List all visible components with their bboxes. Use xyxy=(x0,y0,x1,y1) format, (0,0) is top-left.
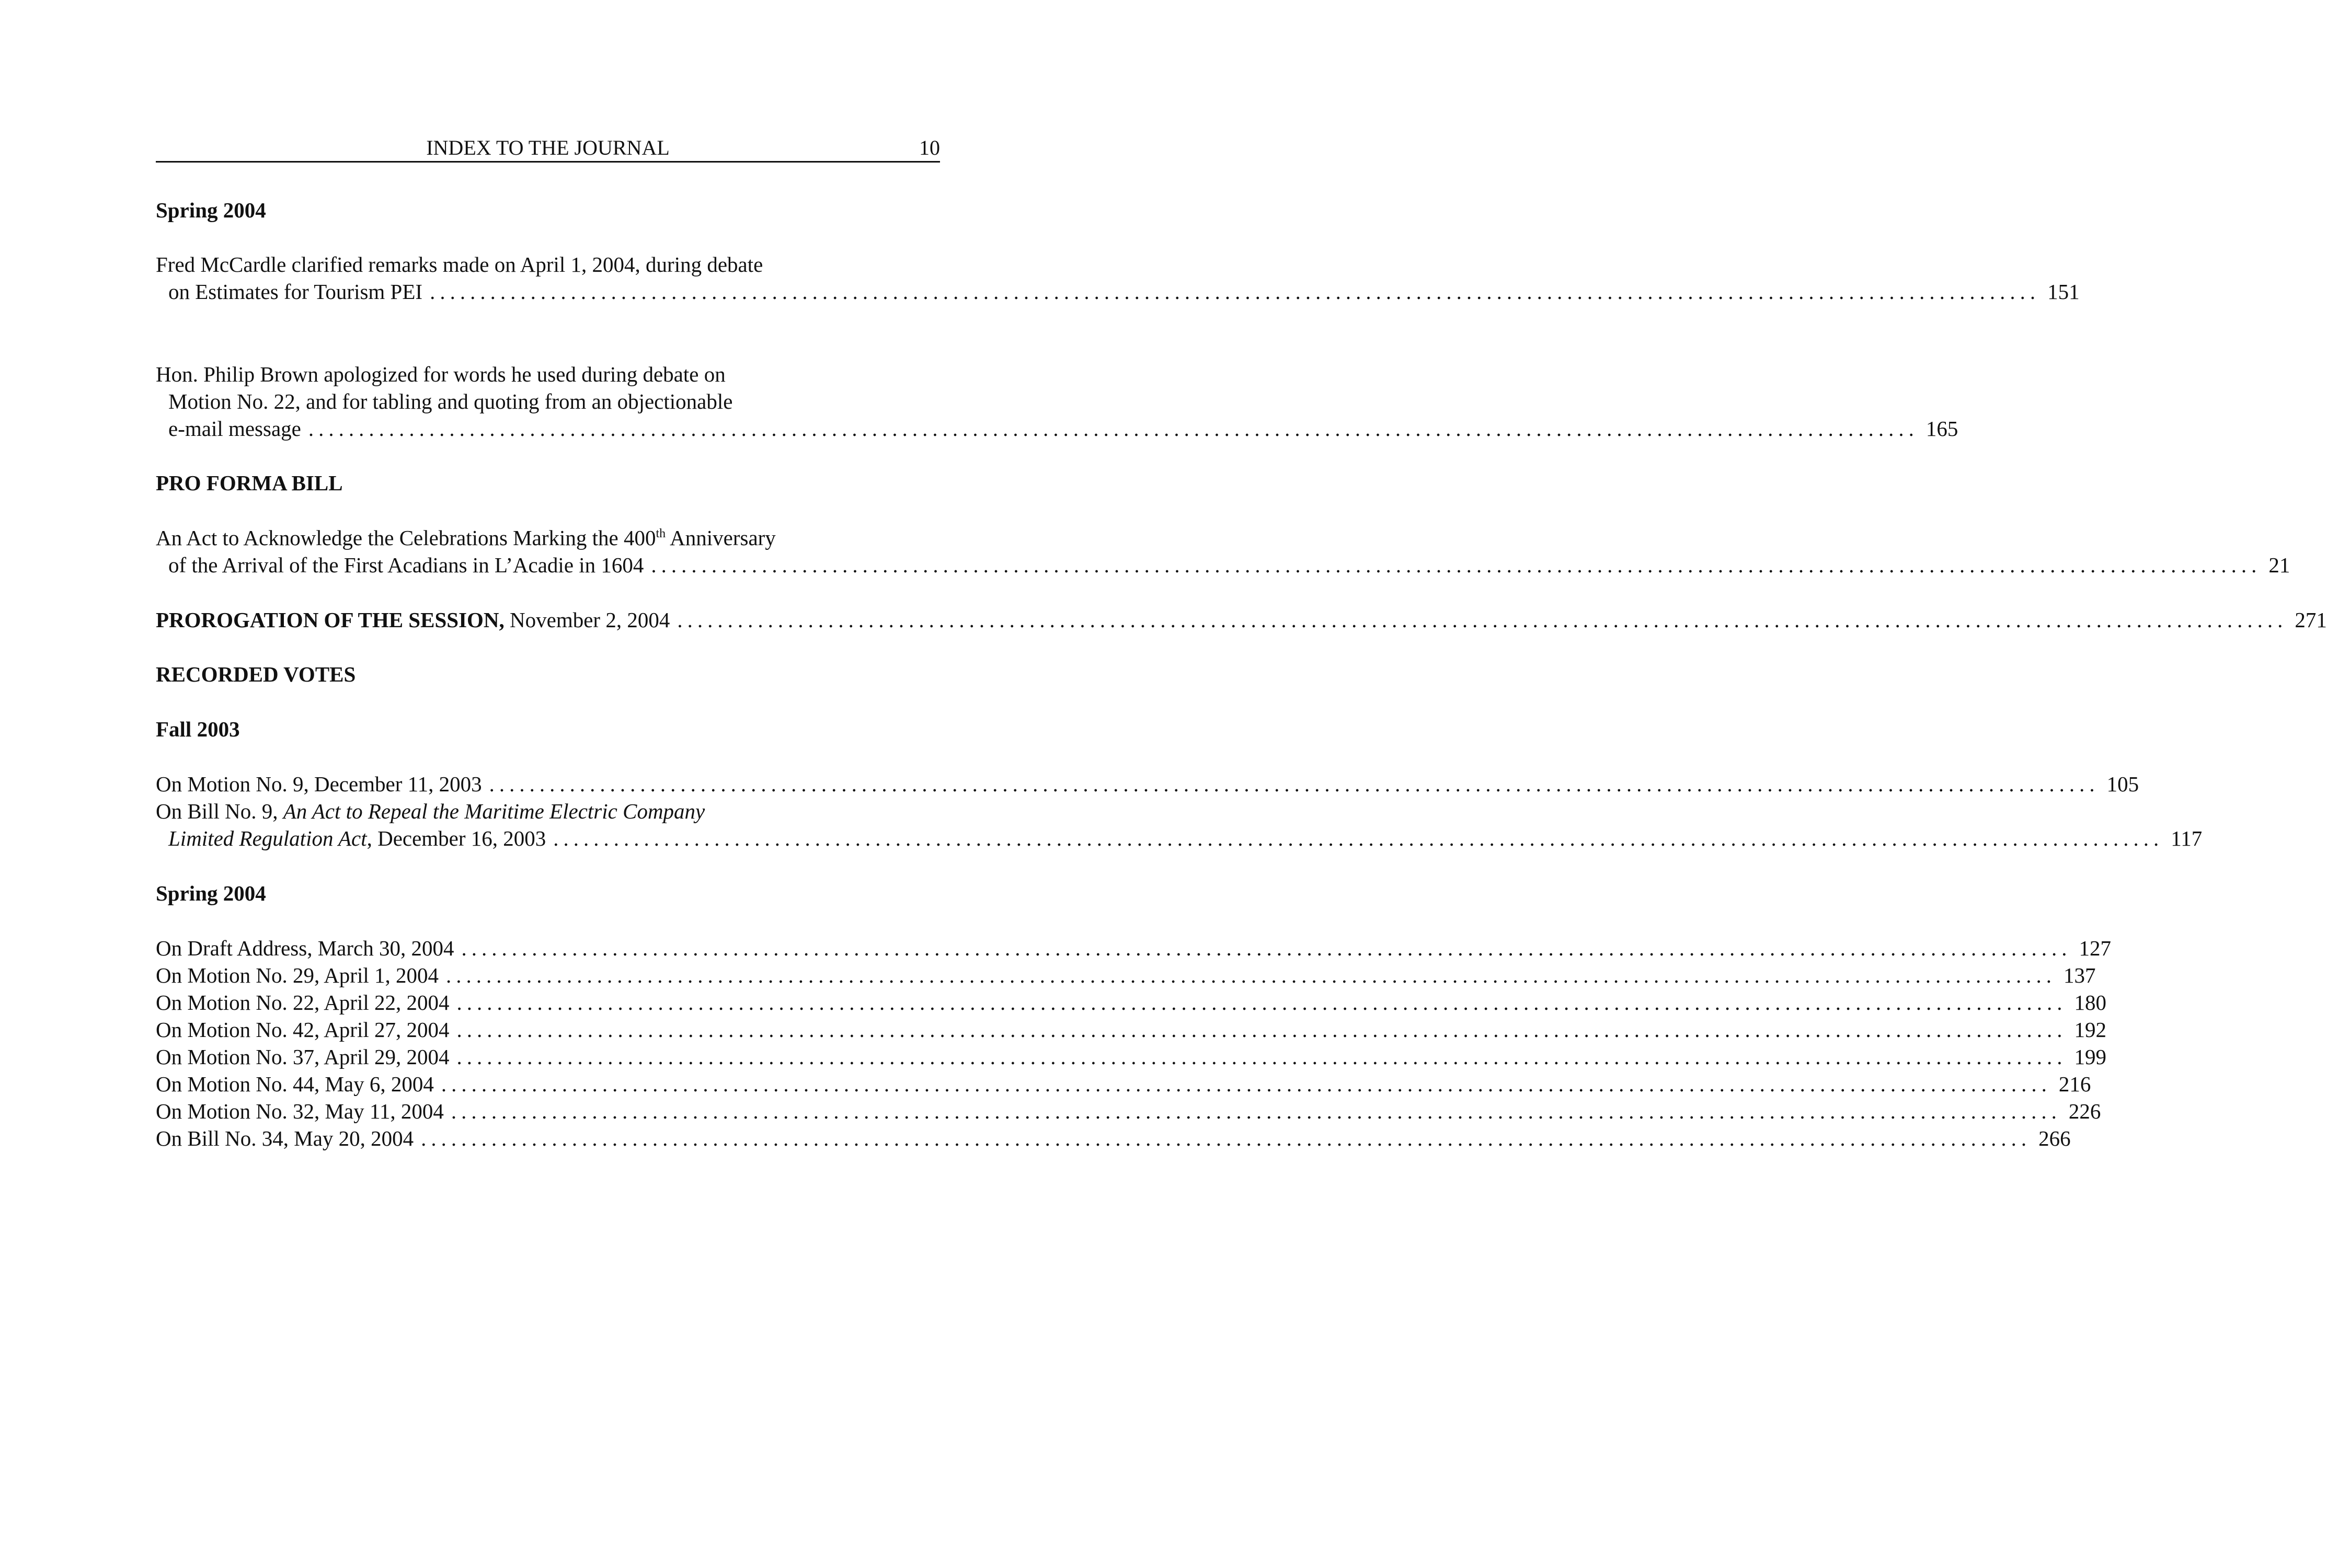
dot-leader: ................................................................................................................................................................ xyxy=(553,826,2164,850)
page-reference: 127 xyxy=(2079,936,2111,960)
index-entry-line xyxy=(156,361,940,388)
index-entry-line xyxy=(168,388,940,415)
page-reference: 117 xyxy=(2171,826,2203,850)
page-reference: 271 xyxy=(2295,608,2327,632)
dot-leader: ................................................................................................................................................................ xyxy=(456,1018,2067,1042)
index-entry-line xyxy=(156,1016,2106,1043)
page-reference: 199 xyxy=(2074,1045,2106,1069)
page-reference: 165 xyxy=(1925,417,1958,441)
entry-text: On Motion No. 22, April 22, 2004 xyxy=(156,990,450,1014)
index-entry-line xyxy=(168,551,2290,579)
page-reference: 192 xyxy=(2074,1018,2106,1042)
section-heading-spring-2004-votes: Spring 2004 xyxy=(156,881,266,905)
entry-text: On Motion No. 37, April 29, 2004 xyxy=(156,1045,450,1069)
dot-leader: ................................................................................................................................................................ xyxy=(308,417,1919,441)
index-entry-prorogation xyxy=(156,606,2327,633)
entry-bold-text: PROROGATION OF THE SESSION, xyxy=(156,608,505,632)
entry-italic-title: Limited Regulation Act xyxy=(168,826,367,850)
section-heading-pro-forma-bill: PRO FORMA BILL xyxy=(156,471,343,495)
dot-leader: ................................................................................................................................................................ xyxy=(441,1072,2051,1096)
index-entry-line xyxy=(156,962,2096,989)
superscript: th xyxy=(656,527,666,540)
dot-leader: ................................................................................................................................................................ xyxy=(456,990,2067,1014)
dot-leader: ................................................................................................................................................................ xyxy=(489,772,2100,796)
dot-leader: ................................................................................................................................................................ xyxy=(651,553,2262,577)
section-heading-spring-2004: Spring 2004 xyxy=(156,198,266,222)
index-entry-line xyxy=(156,989,2106,1016)
index-entry-line xyxy=(168,825,2203,852)
entry-text: On Bill No. 34, May 20, 2004 xyxy=(156,1126,414,1150)
entry-text xyxy=(156,606,670,633)
index-entry-line xyxy=(156,935,2111,962)
entry-text: on Estimates for Tourism PEI xyxy=(168,280,423,304)
entry-text: On Motion No. 44, May 6, 2004 xyxy=(156,1072,434,1096)
dot-leader: ................................................................................................................................................................ xyxy=(461,936,2072,960)
index-entry-line xyxy=(156,1098,2101,1125)
entry-text xyxy=(168,825,546,852)
page-number: 10 xyxy=(919,136,940,159)
entry-text: An Act to Acknowledge the Celebrations Marking the 400 xyxy=(156,526,656,550)
index-entry-line xyxy=(156,251,940,278)
entry-text: On Draft Address, March 30, 2004 xyxy=(156,936,454,960)
index-entry-line xyxy=(168,415,1958,442)
index-entry-line xyxy=(156,1043,2106,1070)
dot-leader: ................................................................................................................................................................ xyxy=(421,1126,2032,1150)
index-entry-line xyxy=(156,798,940,825)
entry-text: On Motion No. 32, May 11, 2004 xyxy=(156,1099,444,1123)
page-reference: 137 xyxy=(2064,963,2096,987)
entry-text: of the Arrival of the First Acadians in L’Acadie in 1604 xyxy=(168,553,644,577)
index-entry-line xyxy=(168,278,2080,305)
entry-italic-title: An Act to Repeal the Maritime Electric Company xyxy=(283,799,705,823)
index-entry-line xyxy=(156,524,940,551)
dot-leader: ................................................................................................................................................................ xyxy=(430,280,2041,304)
entry-text: Anniversary xyxy=(666,526,776,550)
index-entry-line xyxy=(156,1125,2071,1152)
page-reference: 216 xyxy=(2058,1072,2091,1096)
page-header xyxy=(156,135,940,163)
section-heading-recorded-votes: RECORDED VOTES xyxy=(156,662,356,686)
entry-text: On Motion No. 42, April 27, 2004 xyxy=(156,1018,450,1042)
dot-leader: ................................................................................................................................................................ xyxy=(456,1045,2067,1069)
index-entry-line xyxy=(156,1070,2091,1098)
page-reference: 266 xyxy=(2038,1126,2071,1150)
entry-date: , December 16, 2003 xyxy=(366,826,546,850)
section-heading-fall-2003: Fall 2003 xyxy=(156,717,240,741)
page-reference: 180 xyxy=(2074,990,2106,1014)
entry-text: Hon. Philip Brown apologized for words he used during debate on xyxy=(156,362,726,386)
entry-text: Motion No. 22, and for tabling and quoting from an objectionable xyxy=(168,389,733,413)
dot-leader: ................................................................................................................................................................ xyxy=(677,608,2288,632)
page-reference: 151 xyxy=(2047,280,2080,304)
entry-text: On Motion No. 29, April 1, 2004 xyxy=(156,963,439,987)
page-reference: 226 xyxy=(2068,1099,2101,1123)
entry-text: Fred McCardle clarified remarks made on April 1, 2004, during debate xyxy=(156,252,763,276)
dot-leader: ................................................................................................................................................................ xyxy=(451,1099,2061,1123)
entry-text: On Bill No. 9, xyxy=(156,799,283,823)
page-title: INDEX TO THE JOURNAL xyxy=(426,136,670,159)
entry-text: e-mail message xyxy=(168,417,301,441)
index-entry-line xyxy=(156,770,2139,798)
page-reference: 21 xyxy=(2268,553,2290,577)
entry-text: On Motion No. 9, December 11, 2003 xyxy=(156,772,482,796)
entry-date: November 2, 2004 xyxy=(504,608,670,632)
dot-leader: ................................................................................................................................................................ xyxy=(446,963,2056,987)
page-reference: 105 xyxy=(2106,772,2139,796)
